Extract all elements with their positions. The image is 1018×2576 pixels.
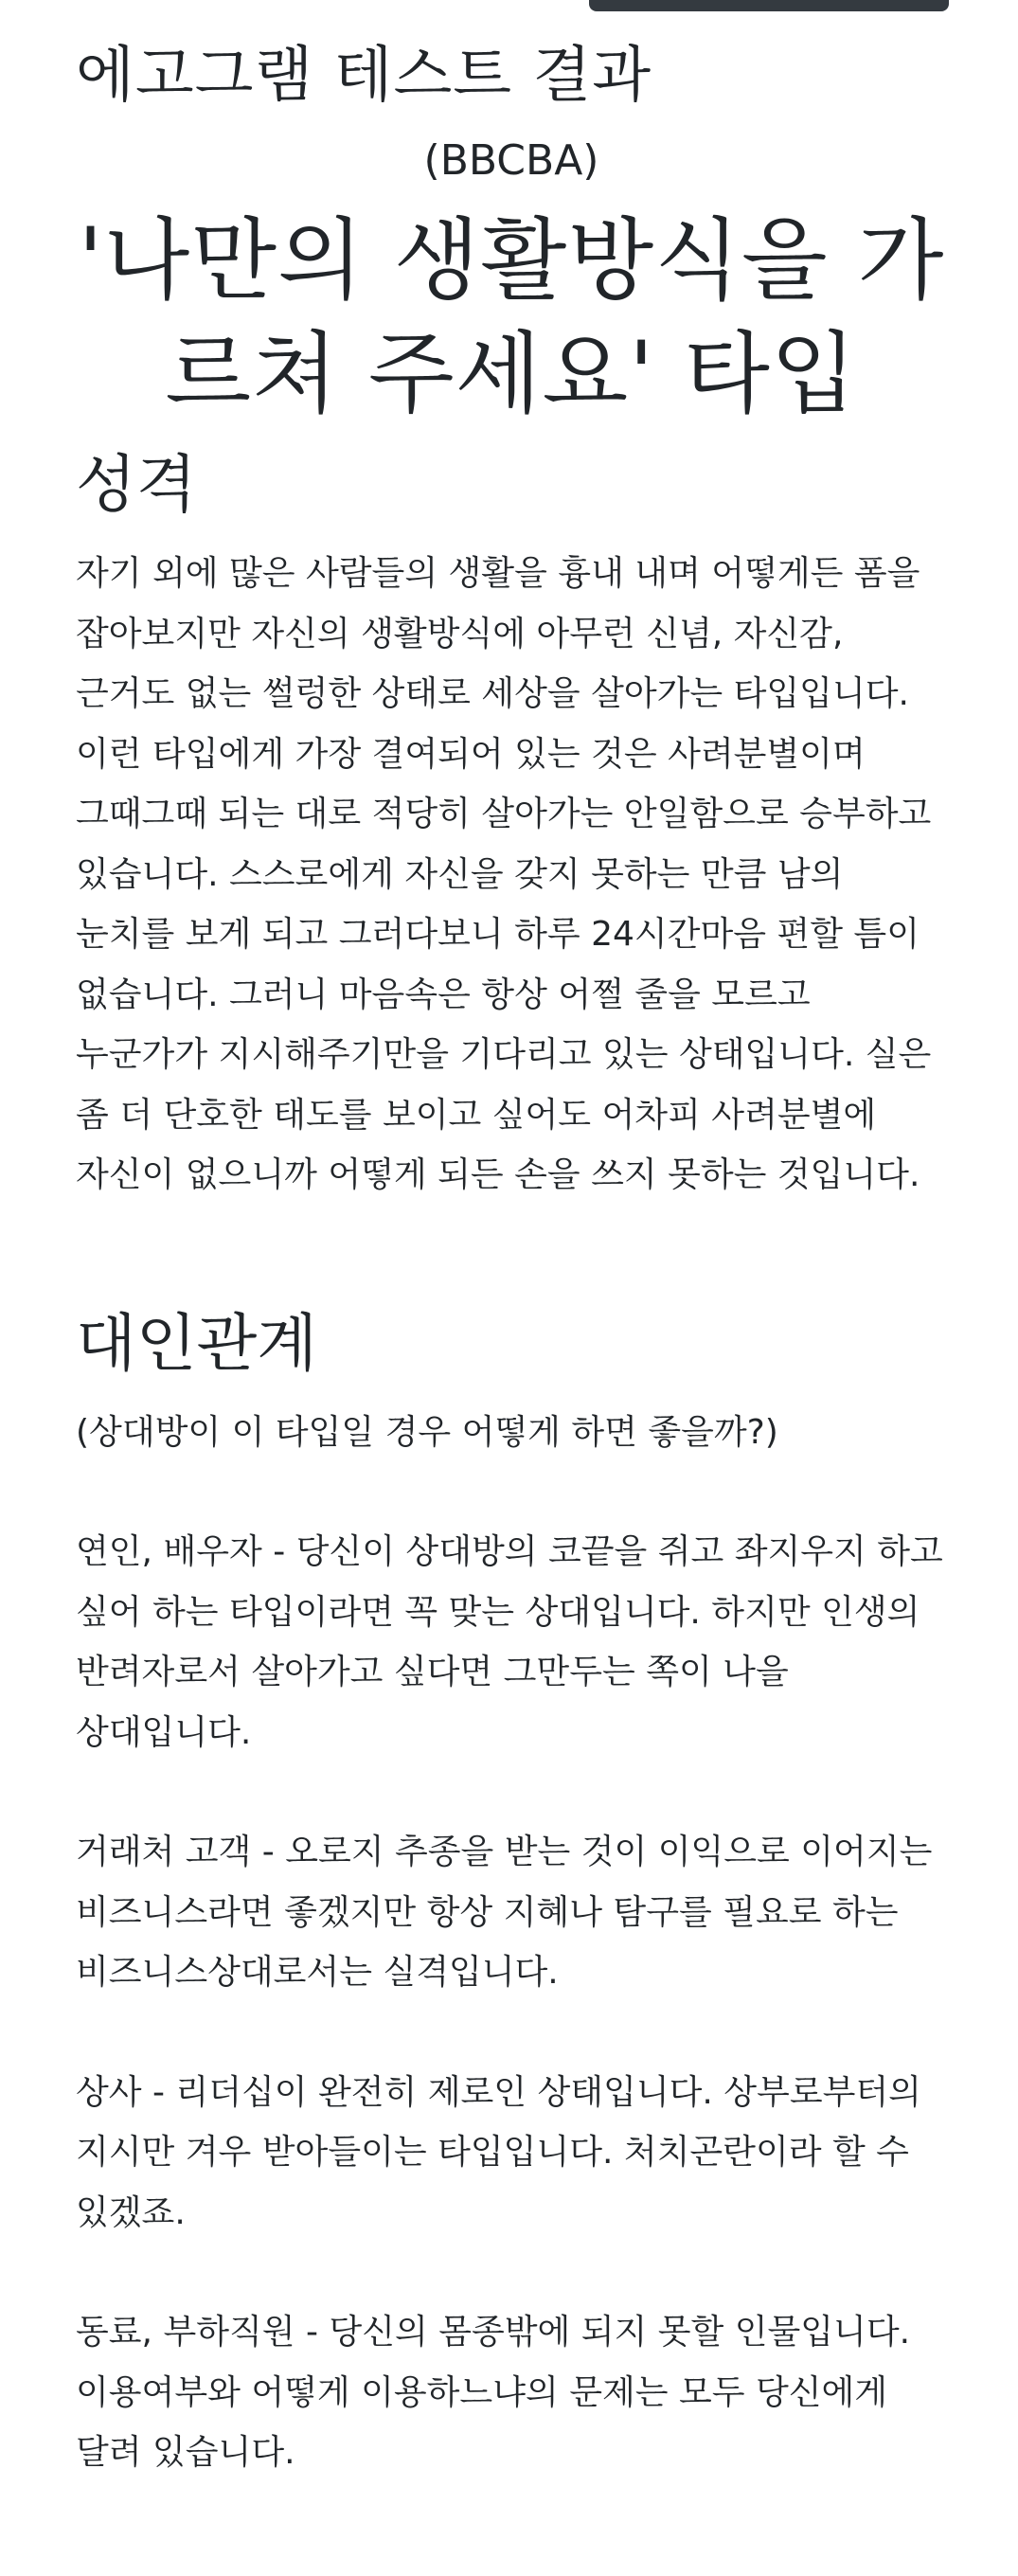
type-name-heading: '나만의 생활방식을 가르쳐 주세요' 타입 bbox=[78, 209, 945, 426]
personality-text: 자기 외에 많은 사람들의 생활을 흉내 내며 어떻게든 폼을 잡아보지만 자신의 생활방식에 아무런 신념, 자신감, 근거도 없는 썰렁한 상태로 세상을 살아가는 타입입니다. 이런 타입에게 가장 결여되어 있는 것은 사려분별이며 그때그때 되는 대로 적당히 살아가는 안일함으로 승부하고 있습니다. 스스로에게 자신을 갖지 못하는 만큼 남의 눈치를 보게 되고 그러다보니 하루 24시간마음 편할 틈이 없습니다. 그러니 마음속은 항상 어쩔 줄을 모르고 누군가가 지시해주기만을 기다리고 있는 상태입니다. 실은 좀 더 단호한 태도를 보이고 싶어도 어차피 사려분별에 자신이 없으니까 어떻게 되든 손을 쓰지 못하는 것입니다. bbox=[76, 554, 932, 1194]
relationships-intro: (상대방이 이 타입일 경우 어떻게 하면 좋을까?) bbox=[76, 1412, 778, 1452]
result-content bbox=[76, 0, 947, 2483]
result-code: (BBCBA) bbox=[423, 136, 599, 185]
relationship-client-text: 거래처 고객 - 오로지 추종을 받는 것이 이익으로 이어지는 비즈니스라면 좋겠지만 항상 지혜나 탐구를 필요로 하는 비즈니스상대로서는 실격입니다. bbox=[76, 1833, 933, 1992]
relationship-boss-text: 상사 - 리더십이 완전히 제로인 상태입니다. 상부로부터의 지시만 겨우 받아들이는 타입입니다. 처치곤란이라 할 수 있겠죠. bbox=[76, 2072, 921, 2232]
relationship-colleague-text: 동료, 부하직원 - 당신의 몸종밖에 되지 못할 인물입니다. 이용여부와 어떻게 이용하느냐의 문제는 모두 당신에게 달려 있습니다. bbox=[76, 2313, 911, 2472]
page-title: 에고그램 테스트 결과 bbox=[76, 41, 652, 111]
personality-heading: 성격 bbox=[76, 448, 197, 521]
relationship-partner-text: 연인, 배우자 - 당신이 상대방의 코끝을 쥐고 좌지우지 하고 싶어 하는 타입이라면 꼭 맞는 상대입니다. 하지만 인생의 반려자로서 살아가고 싶다면 그만두는 쪽이 나을 상대입니다. bbox=[76, 1532, 943, 1752]
relationships-heading: 대인관계 bbox=[76, 1306, 318, 1380]
